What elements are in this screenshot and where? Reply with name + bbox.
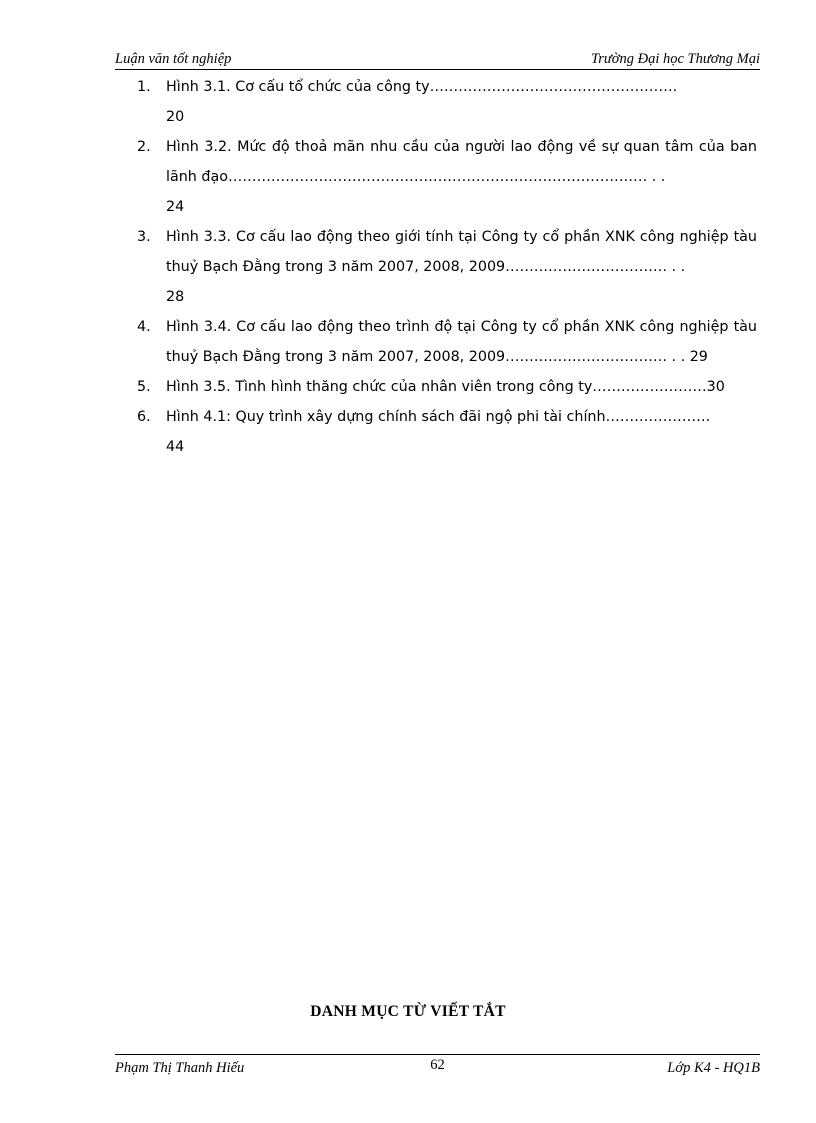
page-header	[115, 49, 760, 70]
figure-item	[137, 132, 757, 222]
figure-number: 5.	[137, 379, 151, 395]
figure-item	[137, 72, 757, 132]
figure-caption: Hình 3.3. Cơ cấu lao động theo giới tính tại Công ty cổ phần XNK công nghiệp tàu thuỷ Bạch Đằng trong 3 năm 2007, 2008, 2009……………………………. . .	[166, 229, 757, 275]
figure-page: 28	[166, 289, 185, 305]
figure-entry	[166, 72, 757, 132]
figure-page: 24	[166, 199, 185, 215]
figure-entry	[166, 132, 757, 222]
figure-page: 30	[706, 379, 725, 395]
footer-author: Phạm Thị Thanh Hiếu	[115, 1060, 245, 1076]
footer-page-number: 62	[430, 1057, 445, 1073]
section-heading-abbreviations: DANH MỤC TỪ VIẾT TẮT	[310, 1003, 506, 1020]
figure-item	[137, 372, 757, 402]
figure-page: 44	[166, 439, 185, 455]
figure-item	[137, 402, 757, 462]
figure-caption: Hình 4.1: Quy trình xây dựng chính sách đãi ngộ phi tài chính………………….	[166, 409, 711, 425]
figure-page: 20	[166, 109, 185, 125]
figure-number: 4.	[137, 319, 151, 335]
figure-caption: Hình 3.5. Tình hình thăng chức của nhân viên trong công ty……………………	[166, 379, 707, 395]
figure-caption: Hình 3.4. Cơ cấu lao động theo trình độ tại Công ty cổ phần XNK công nghiệp tàu thuỷ Bạch Đằng trong 3 năm 2007, 2008, 2009……………………………. . .	[166, 319, 757, 365]
figure-item	[137, 222, 757, 312]
page-footer	[115, 1054, 760, 1081]
figure-page: 29	[689, 349, 708, 365]
figure-caption: Hình 3.1. Cơ cấu tổ chức của công ty…………………………………………….	[166, 79, 678, 95]
figure-number: 6.	[137, 409, 151, 425]
figure-entry	[166, 402, 757, 462]
figure-number: 1.	[137, 79, 151, 95]
figure-item	[137, 312, 757, 372]
figure-entry	[166, 312, 757, 372]
figure-number: 3.	[137, 229, 151, 245]
figure-number: 2.	[137, 139, 151, 155]
header-university: Trường Đại học Thương Mại	[590, 51, 760, 67]
figure-entry	[166, 372, 757, 402]
figure-entry	[166, 222, 757, 312]
figure-caption: Hình 3.2. Mức độ thoả mãn nhu cầu của người lao động về sự quan tâm của ban lãnh đạo……………………………………………………………………………. . .	[166, 139, 757, 185]
figure-list	[137, 72, 757, 462]
footer-class: Lớp K4 - HQ1B	[667, 1060, 760, 1076]
header-thesis-title: Luận văn tốt nghiệp	[115, 51, 232, 67]
